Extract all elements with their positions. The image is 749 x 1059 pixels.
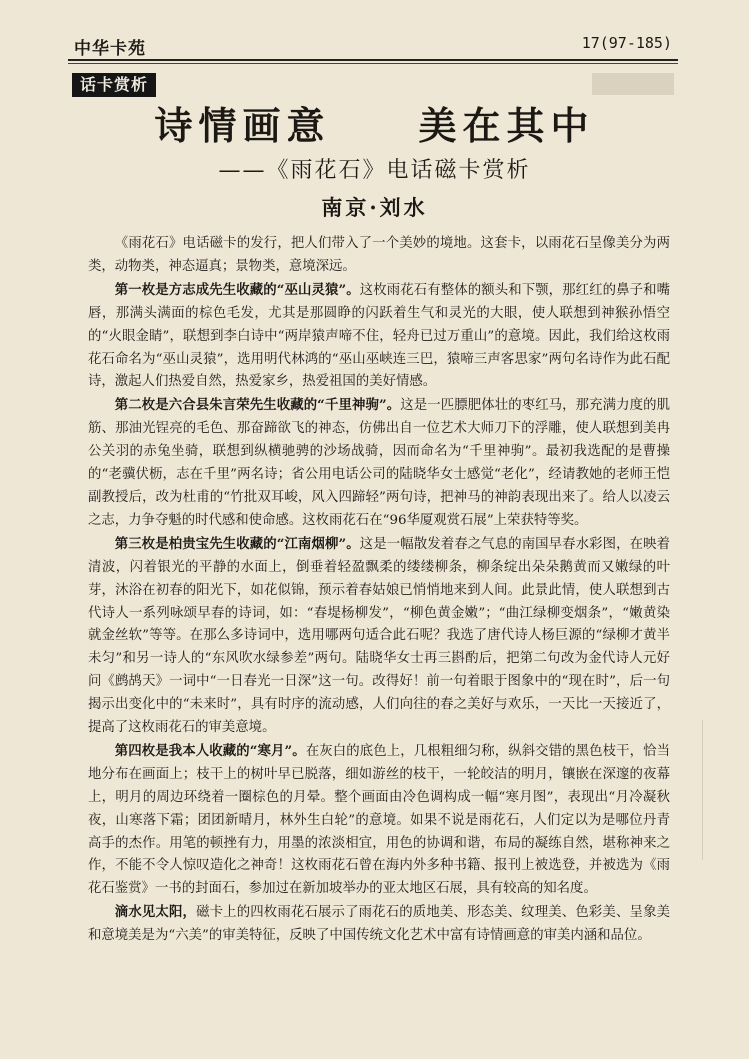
bleed-through-mark	[592, 73, 674, 95]
paragraph-text: 这是一匹膘肥体壮的枣红马，那充满力度的肌筋、那油光锃亮的毛色、那奋蹄欲飞的神态，仿佛出自一位艺术大师刀下的浮雕，使人联想到美冉公关羽的赤兔坐骑，联想到纵横驰骋的沙场战骑，因而命名为“千里神驹”。最初我选配的是曹操的“老骥伏枥，志在千里”两名诗；省公用电话公司的陆晓华女士感觉“老化”，经请教她的老师王恺副教授后，改为杜甫的“竹批双耳峻，风入四蹄轻”两句诗，把神马的神韵表现出来了。给人以凌云之志，力争夺魁的时代感和使命感。这枚雨花石在“96华厦观赏石展”上荣获特等奖。	[88, 398, 671, 528]
paragraph-lead: 滴水见太阳，	[114, 904, 197, 921]
article-title: 诗情画意 美在其中	[154, 103, 595, 148]
article-subtitle: ——《雨花石》电话磁卡赏析	[218, 158, 531, 183]
paragraph-card-3	[88, 533, 670, 740]
article-body	[88, 232, 670, 948]
paragraph-text: 《雨花石》电话磁卡的发行，把人们带入了一个美妙的境地。这套卡，以雨花石呈像美分为两类，动物类，神态逼真；景物类，意境深远。	[88, 236, 670, 274]
paragraph-card-1	[88, 279, 670, 395]
paragraph-text: 在灰白的底色上，几根粗细匀称，纵斜交错的黑色枝干，恰当地分布在画面上；枝干上的树叶早已脱落，细如游丝的枝干，一轮皎洁的明月，镶嵌在深邃的夜幕上，明月的周边环绕着一圈棕色的月晕。整个画面由冷色调构成一幅“寒月图”，表现出“月冷凝秋夜，山寒落下霜；团团新晴月，林外生白轮”的意境。如果不说是雨花石，人们定以为是哪位丹青高手的杰作。用笔的顿挫有力，用墨的浓淡相宜，用色的协调和谐，布局的凝练自然，堪称神来之作，不能不令人惊叹造化之神奇！这枚雨花石曾在海内外多种书籍、报刊上被选登，并被选为《雨花石鉴赏》一书的封面石，参加过在新加坡举办的亚太地区石展，具有较高的知名度。	[88, 743, 671, 897]
paragraph-text: 磁卡上的四枚雨花石展示了雨花石的质地美、形态美、纹理美、色彩美、呈象美和意境美是为“六美”的审美特征，反映了中国传统文化艺术中富有诗情画意的审美内涵和品位。	[88, 905, 671, 944]
paragraph-lead: 第四枚是我本人收藏的“寒月”。	[114, 742, 306, 759]
issue-number: 17(97-185)	[581, 34, 672, 52]
paragraph-conclusion	[88, 901, 670, 948]
paragraph-intro	[88, 232, 670, 279]
publication-name: 中华卡苑	[74, 39, 146, 59]
header-rule-thick	[68, 59, 678, 61]
paragraph-text: 这枚雨花石有整体的额头和下颚，那红红的鼻子和嘴唇，那满头满面的棕色毛发，尤其是那圆睁的闪跃着生气和灵光的大眼，使人联想到神猴孙悟空的“火眼金睛”，联想到李白诗中“两岸猿声啼不住，轻舟已过万重山”的意境。因此，我们给这枚雨花石命名为“巫山灵猿”，选用明代林鸿的“巫山巫峡连三巴，猿啼三声客思家”两句名诗作为此石配诗，激起人们热爱自然，热爱家乡，热爱祖国的美好情感。	[88, 282, 671, 390]
section-tag: 话卡赏析	[72, 73, 156, 97]
header-rule-thin	[68, 63, 678, 64]
paragraph-lead: 第一枚是方志成先生收藏的“巫山灵猿”。	[114, 281, 360, 298]
paragraph-text: 这是一幅散发着春之气息的南国早春水彩图，在映着清波，闪着银光的平静的水面上，倒垂着轻盈飘柔的缕缕柳条，柳条绽出朵朵鹅黄而又嫩绿的叶芽，沐浴在初春的阳光下，如花似锦，预示着春姑娘已悄悄地来到人间。此景此情，使人联想到古代诗人一系列咏颂早春的诗词，如：“春堤杨柳发”，“柳色黄金嫩”；“曲江绿柳变烟条”，“嫩黄染就金丝软”等等。在那么多诗词中，选用哪两句适合此石呢？我选了唐代诗人杨巨源的“绿柳才黄半未匀”和另一诗人的“东风吹水绿参差”两句。陆晓华女士再三斟酌后，把第二句改为金代诗人元好问《鹧鸪天》一词中“一日春光一日深”这一句。改得好！前一句着眼于图象中的“现在时”，后一句揭示出变化中的“未来时”，具有时序的流动感，人们向往的春之美好与欢乐，一天比一天接近了，提高了这枚雨花石的审美意境。	[88, 536, 671, 736]
masthead	[68, 30, 672, 58]
article-author: 南京·刘水	[321, 195, 428, 220]
paragraph-card-2	[88, 394, 670, 532]
paragraph-card-4	[88, 740, 670, 901]
paragraph-lead: 第三枚是柏贵宝先生收藏的“江南烟柳”。	[114, 535, 360, 552]
paragraph-lead: 第二枚是六合县朱言荣先生收藏的“千里神驹”。	[114, 397, 401, 414]
paper-scratch	[702, 720, 703, 860]
